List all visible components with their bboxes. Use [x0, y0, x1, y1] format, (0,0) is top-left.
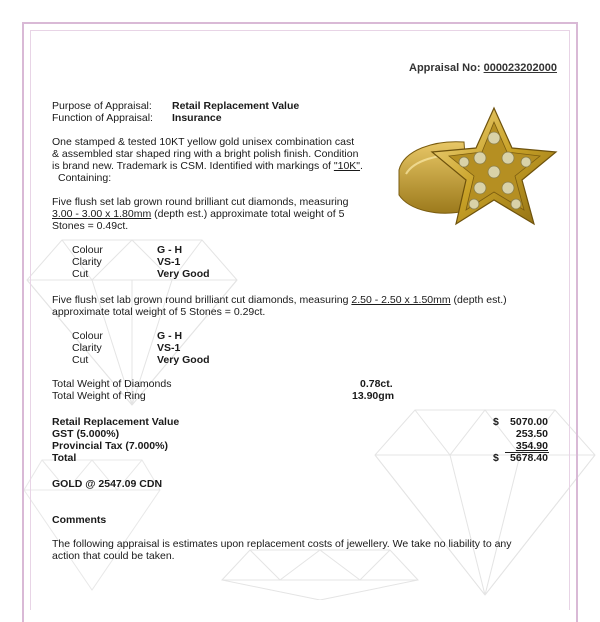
total-diamonds-label: Total Weight of Diamonds [52, 378, 172, 390]
stones1-line-2: 3.00 - 3.00 x 1.80mm (depth est.) approximate total weight of 5 [52, 208, 345, 220]
purpose-label: Purpose of Appraisal: [52, 100, 152, 112]
comments-line-2: action that could be taken. [52, 550, 175, 562]
total-ring-label: Total Weight of Ring [52, 390, 146, 402]
stones1-colour-value: G - H [157, 244, 183, 256]
total-diamonds-value: 0.78ct. [360, 378, 393, 390]
gold-price: GOLD @ 2547.09 CDN [52, 478, 163, 490]
stones1-cut-label: Cut [72, 268, 89, 280]
stones1-clarity-label: Clarity [72, 256, 102, 268]
stones1-clarity-value: VS-1 [157, 256, 181, 268]
description-line-2: & assembled star shaped ring with a bright polish finish. Condition [52, 148, 359, 160]
stones1-line-3: Stones = 0.49ct. [52, 220, 129, 232]
function-value: Insurance [172, 112, 222, 124]
total-currency: $ [493, 452, 499, 464]
stones1-line-1: Five flush set lab grown round brilliant cut diamonds, measuring [52, 196, 349, 208]
stones2-clarity-value: VS-1 [157, 342, 181, 354]
total-value: 5678.40 [510, 452, 548, 464]
description-line-1: One stamped & tested 10KT yellow gold unisex combination cast [52, 136, 355, 148]
stones2-colour-value: G - H [157, 330, 183, 342]
description-line-3: is brand new. Trademark is CSM. Identified with markings of "10K". [52, 160, 363, 172]
stones2-cut-value: Very Good [157, 354, 210, 366]
gst-value: 253.50 [515, 428, 548, 440]
retail-value: 5070.00 [510, 416, 548, 428]
stones2-cut-label: Cut [72, 354, 89, 366]
pst-value: 354.90 [515, 440, 548, 452]
total-label: Total [52, 452, 77, 464]
comments-heading: Comments [52, 514, 107, 526]
retail-label: Retail Replacement Value [52, 416, 180, 428]
stones2-line-1: Five flush set lab grown round brilliant cut diamonds, measuring 2.50 - 2.50 x 1.50mm (depth est.) [52, 294, 507, 306]
gst-label: GST (5.000%) [52, 428, 120, 440]
comments-line-1: The following appraisal is estimates upon replacement costs of jewellery. We take no liability to any [52, 538, 512, 550]
pst-label: Provincial Tax (7.000%) [52, 440, 168, 452]
total-ring-value: 13.90gm [352, 390, 395, 402]
stones1-colour-label: Colour [72, 244, 103, 256]
description-line-4: Containing: [58, 172, 112, 184]
stones2-line-2: approximate total weight of 5 Stones = 0.29ct. [52, 306, 266, 318]
star-ring-image [394, 100, 564, 230]
stones1-cut-value: Very Good [157, 268, 210, 280]
function-label: Function of Appraisal: [52, 112, 153, 124]
purpose-value: Retail Replacement Value [172, 100, 300, 112]
retail-currency: $ [493, 416, 499, 428]
stones2-clarity-label: Clarity [72, 342, 102, 354]
stones2-colour-label: Colour [72, 330, 103, 342]
appraisal-number: Appraisal No: 000023202000 [409, 62, 557, 74]
